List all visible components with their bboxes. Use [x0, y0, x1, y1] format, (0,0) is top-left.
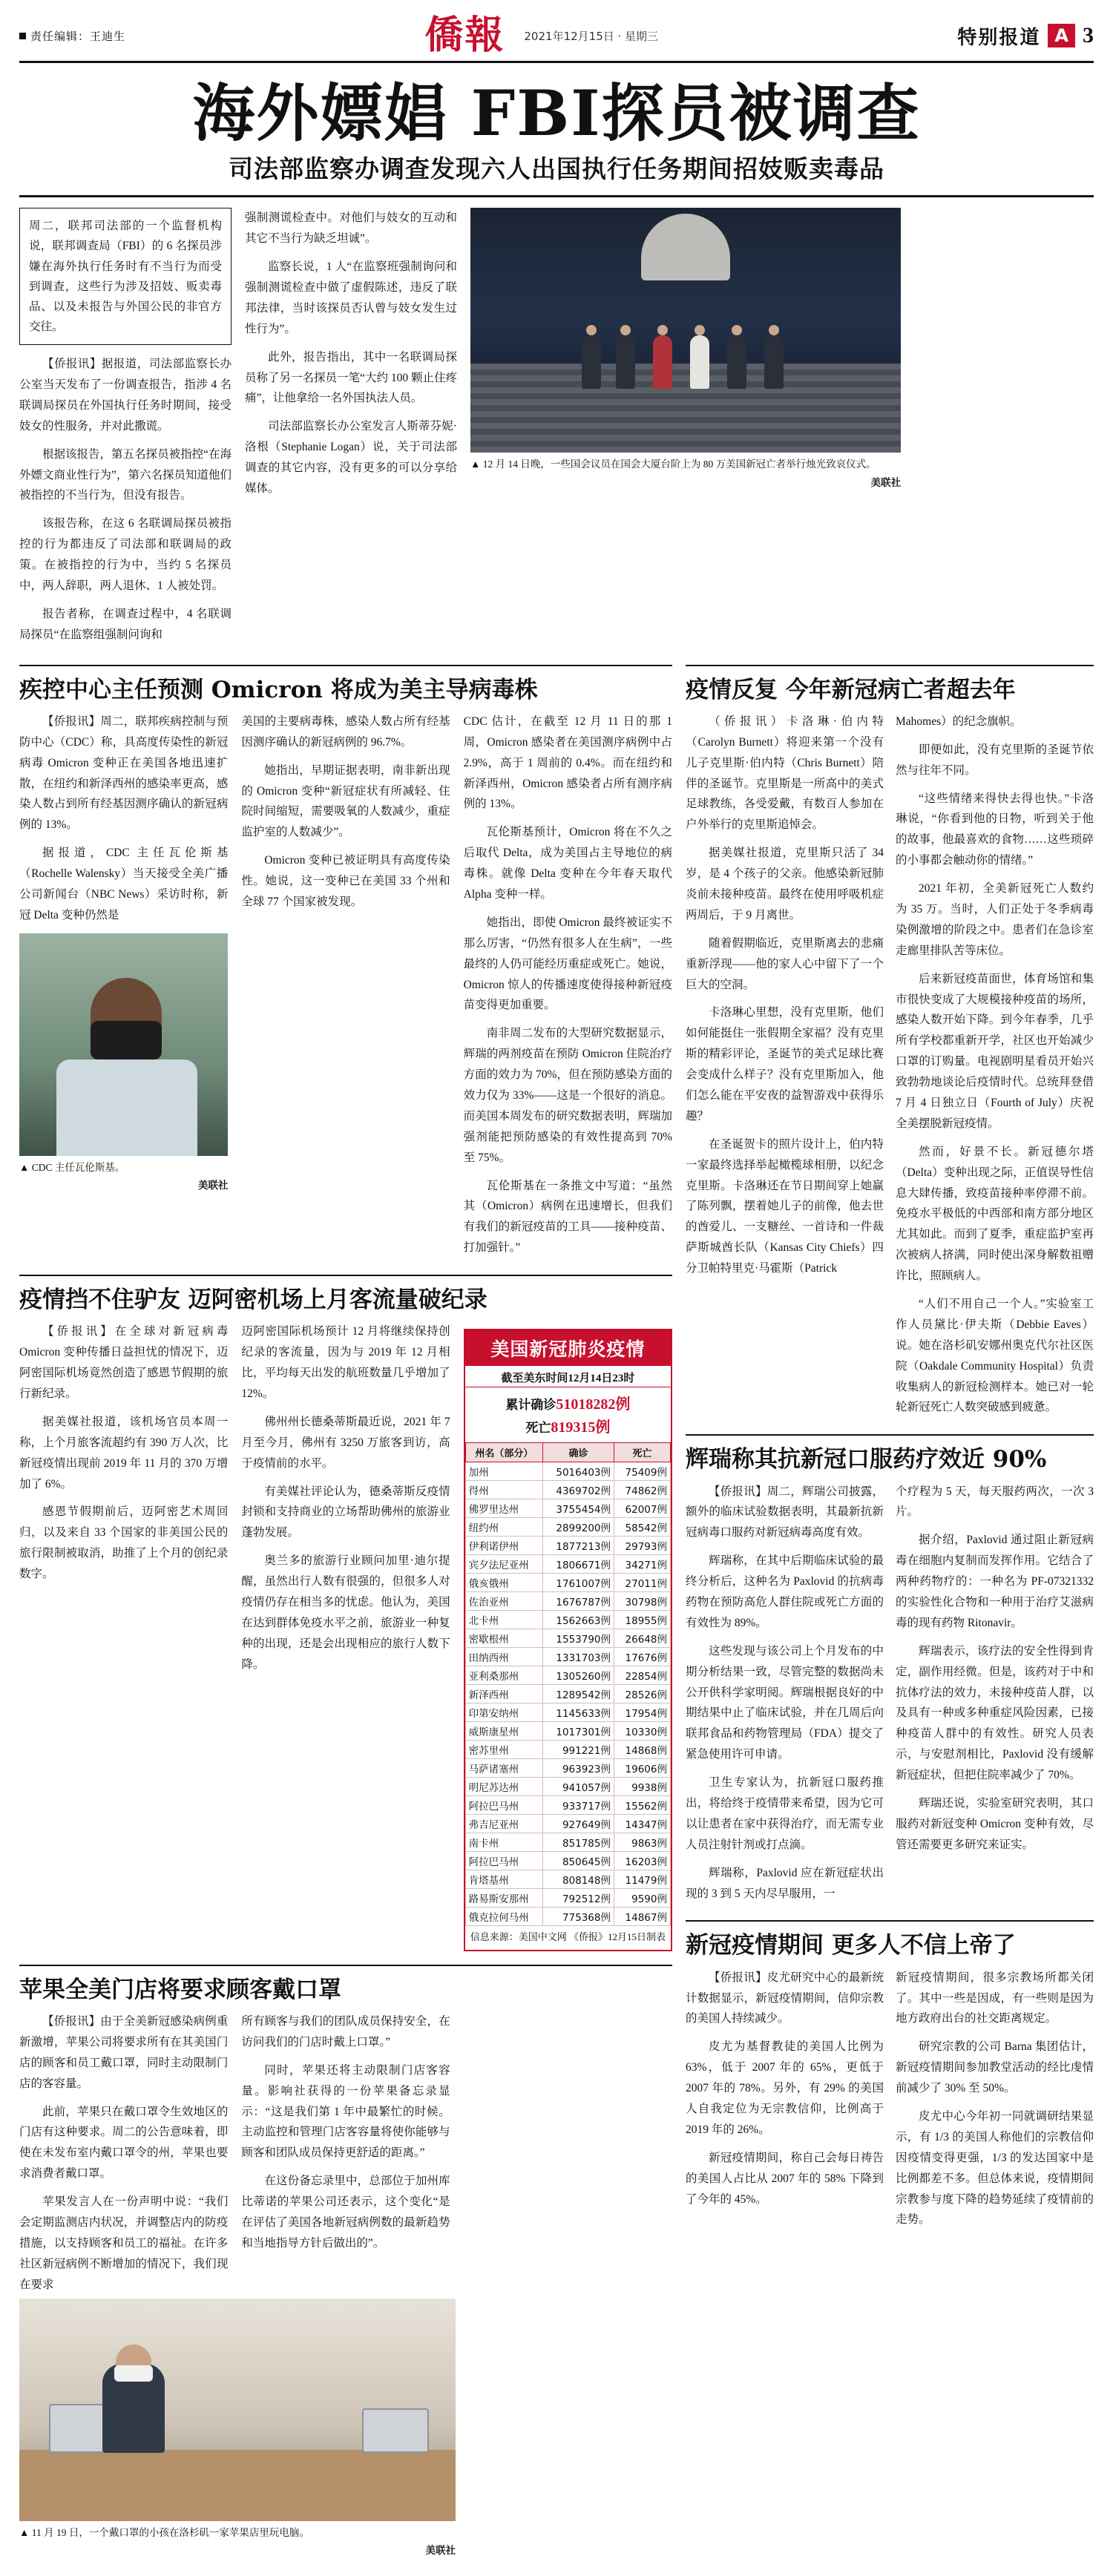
lead-p8: 司法部监察长办公室发言人斯蒂芬妮·洛根（Stephanie Logan）说，关于司法部调查的其它内容，没有更多的可以分享给媒体。	[245, 420, 457, 496]
left-block	[19, 656, 672, 2303]
figure-2	[616, 335, 635, 389]
faith-p6: 皮尤中心今年初一同就调研结果显示，有 1/3 的美国人称他们的宗教信仰因疫情变得更强，1/3 的发达国家中是比例都差不多。但总体来说，疫情期间宗教参与度下降的趋势延续了疫情前的走势。	[896, 2110, 1094, 2227]
cell-deaths: 28526例	[614, 1685, 671, 1703]
table-row	[465, 1666, 670, 1685]
face-mask-shape	[91, 1021, 162, 1059]
cell-confirmed: 1676787例	[543, 1592, 614, 1611]
cell-confirmed: 927649例	[543, 1815, 614, 1833]
col-confirmed: 确诊	[543, 1443, 614, 1462]
cell-state: 伊利诺伊州	[465, 1537, 542, 1555]
lead-p3: 该报告称，在这 6 名联调局探员被指控的行为都违反了司法部和联调局的政策。在被指控的行为中，当约 5 名探员中，两人辞职，两人退休、1 人被处罚。	[19, 517, 232, 593]
cell-deaths: 10330例	[614, 1722, 671, 1741]
cell-deaths: 14868例	[614, 1741, 671, 1759]
headline-apple-mask: 苹果全美门店将要求顾客戴口罩	[19, 1976, 341, 2003]
deaths-col-1	[686, 712, 884, 1426]
miami-p5: 佛州州长德桑蒂斯最近说，2021 年 7 月至今月，佛州有 3250 万旅客到访，高于疫情前的水平。	[241, 1415, 450, 1470]
cell-state: 路易斯安那州	[465, 1889, 542, 1908]
lead-p6: 监察长说，1 人“在监察班强制询问和强制测谎检查中做了虚假陈述，违反了联邦法律，当时该探员否认曾与妓女发生过性行为”。	[245, 260, 457, 335]
pfizer-p7: 据介绍，Paxlovid 通过阻止新冠病毒在细胞内复制而发挥作用。它结合了两种药物疗的：一种名为 PF-07321332 的实验性化合物和一种用于治疗艾滋病毒的现有药物 Ritonavir。	[896, 1534, 1094, 1629]
cdc-photo-caption: ▲ CDC 主任瓦伦斯基。	[19, 1161, 125, 1173]
cell-state: 纽约州	[465, 1518, 542, 1537]
divider	[686, 1920, 1094, 1922]
miami-story-columns	[19, 1321, 672, 1956]
divider	[686, 665, 1094, 666]
headline-omicron-dominant: 疾控中心主任预测 Omicron 将成为美主导病毒株	[19, 676, 538, 703]
figure-1	[582, 335, 601, 389]
deaths-p3: 随着假期临近，克里斯离去的悲痛重新浮现——他的家人心中留下了一个巨大的空洞。	[686, 936, 884, 991]
divider	[686, 1434, 1094, 1436]
table-surface-shape	[19, 2450, 456, 2521]
cell-confirmed: 808148例	[543, 1870, 614, 1889]
cell-state: 佛罗里达州	[465, 1499, 542, 1518]
table-row	[465, 1481, 670, 1499]
table-row	[465, 1592, 670, 1611]
cell-state: 俄亥俄州	[465, 1574, 542, 1592]
table-row	[465, 1555, 670, 1574]
apple-p1: 【侨报讯】由于全美新冠感染病例重新激增，苹果公司将要求所有在其美国门店的顾客和员工戴口罩，同时主动限制门店的客容量。	[19, 2015, 229, 2090]
cell-deaths: 26648例	[614, 1629, 671, 1648]
table-row	[465, 1537, 670, 1555]
omicron-p1: 【侨报讯】周二，联邦疾病控制与预防中心（CDC）称，具高度传染性的新冠病毒 Omicron 变种正在美国各地迅速扩散，在纽约和新泽西州的感染率更高，感染人数占到所有经基因测序确认的新冠病例的 13%。	[19, 714, 229, 832]
cell-deaths: 16203例	[614, 1852, 671, 1870]
table-row	[465, 1611, 670, 1629]
cell-confirmed: 1305260例	[543, 1666, 614, 1685]
laptop-shape-2	[362, 2408, 429, 2453]
pfizer-p9: 辉瑞还说，实验室研究表明，其口服药对新冠变种 Omicron 变种有效，尽管还需要更多研究来证实。	[896, 1797, 1094, 1851]
cell-state: 加州	[465, 1462, 542, 1481]
col-deaths: 死亡	[614, 1443, 671, 1462]
cell-confirmed: 2899200例	[543, 1518, 614, 1537]
miami-p6: 有美媒社评论认为，德桑蒂斯反疫情封锁和支持商业的立场帮助佛州的旅游业蓬勃发展。	[241, 1485, 450, 1540]
figure-5	[727, 335, 746, 389]
faith-p4: 新冠疫情期间，很多宗教场所都关闭了。其中一些是因成，有一些则是因为地方政府出台的社交距离规定。	[896, 1971, 1094, 2025]
cell-confirmed: 1562663例	[543, 1611, 614, 1629]
cell-deaths: 62007例	[614, 1499, 671, 1518]
pfizer-p4: 卫生专家认为，抗新冠口服药推出，将给终于疫情带来希望，因为它可以让患者在家中获得治疗，而无需专业人员注射针剂或打点滴。	[686, 1776, 884, 1851]
cell-confirmed: 1017301例	[543, 1722, 614, 1741]
cell-state: 新泽西州	[465, 1685, 542, 1703]
cell-state: 南卡州	[465, 1833, 542, 1852]
divider	[19, 665, 672, 666]
table-row	[465, 1629, 670, 1648]
col-state: 州名（部分）	[465, 1443, 542, 1462]
omicron-p6: CDC 估计，在截至 12 月 11 日的那 1 周，Omicron 感染者在美国测序病例中占 2.9%，高于 1 周前的 0.4%。而在纽约和新泽西州，Omicron 感染者占所有测序病例的 13%。	[463, 714, 672, 811]
apple-photo-credit: 美联社	[425, 2545, 456, 2557]
deaths-p8: 2021 年初，全美新冠死亡人数约为 35 万。当时，人们正处于冬季病毒染例激增的阶段之中。患者们在急诊室走廊里排队苦等床位。	[896, 882, 1094, 957]
apple-p5: 同时，苹果还将主动限制门店客容量。影响社获得的一份苹果备忘录显示：“这是我们第 1 年中最繁忙的时候。主动监控和管理门店客容量将使你能够与顾客和团队成员保持更舒适的距离。”	[241, 2063, 450, 2160]
confirmed-label: 累计确诊	[505, 1398, 556, 1413]
omicron-col-3	[464, 712, 672, 1266]
faith-p2: 皮尤为基督教徒的美国人比例为 63%，低于 2007 年的 65%，更低于 2007 年的 78%。另外，有 29% 的美国人自我定位为无宗教信仰，比例高于 2019 年的 26%。	[686, 2040, 884, 2136]
table-row	[465, 1703, 670, 1722]
cell-confirmed: 1331703例	[543, 1648, 614, 1666]
cell-state: 宾夕法尼亚州	[465, 1555, 542, 1574]
lead-paragraph-box: 周二，联邦司法部的一个监督机构说，联邦调查局（FBI）的 6 名探员涉嫌在海外执行任务时有不当行为而受到调查，这些行为涉及招妓、贩卖毒品、以及未报告与外国公民的非官方交往。	[19, 208, 232, 345]
main-headline: 海外嫖娼 FBI探员被调查	[192, 76, 921, 150]
apple-story-columns	[19, 2011, 672, 2303]
cell-confirmed: 851785例	[543, 1833, 614, 1852]
miami-p3: 感恩节假期前后，迈阿密艺术周回归，以及来自 33 个国家的非美国公民的旅行限制被取消，助推了上个月的创纪录数字。	[19, 1505, 229, 1581]
table-row	[465, 1518, 670, 1537]
faith-col-2	[896, 1968, 1094, 2238]
table-row	[465, 1574, 670, 1592]
apple-col-2	[241, 2011, 450, 2261]
cell-state: 马萨诸塞州	[465, 1759, 542, 1778]
divider	[19, 1965, 672, 1966]
pfizer-story-columns	[686, 1482, 1094, 1912]
omicron-p2: 据报道，CDC 主任瓦伦斯基（Rochelle Walensky）当天接受全美广播公司新闻台（NBC News）采访时称，新冠 Delta 变种仍然是	[19, 847, 229, 921]
cell-state: 俄克拉何马州	[465, 1908, 542, 1926]
deaths-p4: 卡洛琳心里想，没有克里斯，他们如何能挺住一张假期全家福？没有克里斯的精彩评论，圣诞节的美式足球比赛会变成什么样子？没有克里斯加入，他们怎么能在平安夜的益智游戏中获得乐趣？	[686, 1006, 884, 1123]
covid-table-footer: 信息来源：美国中文网 《侨报》12月15日制表	[470, 1931, 666, 1943]
pfizer-p5: 辉瑞称，Paxlovid 应在新冠症状出现的 3 到 5 天内尽早服用，一	[686, 1866, 884, 1900]
miami-p7: 奥兰多的旅游行业顾问加里·迪尔提醒，虽然出行人数有很强的，但很多人对疫情仍存在相当多的忧虑。他认为，美国在达到群体免疫水平之前，旅游业一种复种的出现，还是会出现相应的旅行人数下降。	[241, 1554, 450, 1671]
cdc-photo-credit: 美联社	[197, 1180, 229, 1192]
lead-col-1	[19, 208, 232, 652]
cell-confirmed: 850645例	[543, 1852, 614, 1870]
cell-deaths: 74862例	[614, 1481, 671, 1499]
cdc-director-photo	[19, 933, 228, 1156]
headline-faith: 新冠疫情期间 更多人不信上帝了	[686, 1932, 1016, 1959]
pfizer-p2: 辉瑞称，在其中后期临床试验的最终分析后，这种名为 Paxlovid 的抗病毒药物在预防高危人群住院或死亡方面的有效性为 89%。	[686, 1554, 884, 1629]
omicron-col-1	[19, 712, 228, 1198]
covid-box-title: 美国新冠肺炎疫情	[465, 1330, 671, 1366]
newspaper-logo: 僑報	[424, 13, 505, 58]
masthead-center	[424, 13, 659, 58]
lead-p7: 此外，报告指出，其中一名联调局探员称了另一名探员一笔“大约 100 颗止住疼痛”，让他拿给一名外国执法人员。	[245, 350, 457, 405]
cell-deaths: 9938例	[614, 1778, 671, 1796]
table-row	[465, 1852, 670, 1870]
omicron-p7: 瓦伦斯基预计，Omicron 将在不久之后取代 Delta，成为美国占主导地位的病毒株。就像 Delta 变种在今年春天取代 Alpha 变种一样。	[463, 826, 672, 901]
cell-deaths: 9863例	[614, 1833, 671, 1852]
capitol-dome-shape	[641, 214, 730, 280]
pfizer-col-2	[896, 1482, 1094, 1912]
cell-state: 佐治亚州	[465, 1592, 542, 1611]
cell-deaths: 19606例	[614, 1759, 671, 1778]
cell-confirmed: 1761007例	[543, 1574, 614, 1592]
headline-pfizer-pill: 辉瑞称其抗新冠口服药疗效近 90%	[686, 1446, 1047, 1473]
cell-state: 亚利桑那州	[465, 1666, 542, 1685]
capitol-steps-shape	[470, 364, 901, 453]
faith-p3: 新冠疫情期间，称自己会每日祷告的美国人占比从 2007 年的 58% 下降到了今年的 45%。	[686, 2151, 884, 2206]
omicron-story-columns	[19, 712, 672, 1266]
deaths-photo-note: 在圣诞贺卡的照片设计上，伯内特一家最终选择举起橄榄球相册，以纪念克里斯。卡洛琳还在节日期间穿上她赢了陈列飘，摆着她儿子的前像，他去世的酋爱儿、一支糖丝、一首诗和一件裁萨斯城酋长队（Kansas City Chiefs）四分卫帕特里克·马霍斯（Patrick	[686, 1137, 884, 1275]
pfizer-p1: 【侨报讯】周二，辉瑞公司披露，额外的临床试验数据表明，其最新抗新冠病毒口服药对新冠病毒高度有效。	[686, 1485, 884, 1540]
pfizer-col-1	[686, 1482, 884, 1912]
cell-confirmed: 991221例	[543, 1741, 614, 1759]
cell-deaths: 9590例	[614, 1889, 671, 1908]
headline-miami-airport: 疫情挡不住驴友 迈阿密机场上月客流量破纪录	[19, 1287, 487, 1314]
figure-6	[764, 335, 784, 389]
pfizer-p3: 这些发现与该公司上个月发布的中期分析结果一致，尽管完整的数据尚未公开供科学家明阅。辉瑞根据良好的中期结果中止了临床试验，并在几周后向联邦食品和药物管理局（FDA）提交了紧急使用许可申请。	[686, 1644, 884, 1761]
table-row	[465, 1778, 670, 1796]
deaths-p11: “人们不用自己一个人。”实验室工作人员黛比·伊夫斯（Debbie Eaves）说。她在洛杉矶安娜州奥克代尔社区医院（Oakdale Community Hospital）负责收集病人的新冠检测样本。她已对一轮轮新冠死亡人数突破感到疲惫。	[896, 1298, 1094, 1414]
divider	[19, 1275, 672, 1276]
cell-confirmed: 1145633例	[543, 1703, 614, 1722]
covid-state-table	[465, 1442, 671, 1926]
omicron-col-2	[241, 712, 450, 920]
cell-confirmed: 775368例	[543, 1908, 614, 1926]
deaths-story-columns	[686, 712, 1094, 1426]
cell-deaths: 75409例	[614, 1462, 671, 1481]
table-row	[465, 1796, 670, 1815]
capitol-photo-caption: ▲ 12 月 14 日晚，一些国会议员在国会大厦台阶上为 80 万美国新冠亡者举行烛光致哀仪式。	[470, 459, 876, 470]
cell-deaths: 29793例	[614, 1537, 671, 1555]
masthead	[19, 13, 1094, 63]
cell-confirmed: 1806671例	[543, 1555, 614, 1574]
pfizer-p6: 个疗程为 5 天，每天服药两次，一次 3 片。	[896, 1485, 1094, 1519]
cell-deaths: 34271例	[614, 1555, 671, 1574]
omicron-p5: Omicron 变种已被证明具有高度传染性。她说，这一变种已在美国 33 个州和全球 77 个国家被发现。	[241, 854, 450, 908]
table-row	[465, 1759, 670, 1778]
cell-deaths: 18955例	[614, 1611, 671, 1629]
apple-p3: 苹果发言人在一份声明中说：“我们会定期监测店内状况，并调整店内的防疫措施，以支持顾客和员工的福祉。在许多社区新冠病例不断增加的情况下，我们现在要求	[19, 2195, 229, 2291]
faith-story-columns	[686, 1968, 1094, 2238]
deaths-p2: 据美媒社报道，克里斯只活了 34 岁，是 4 个孩子的父亲。他感染新冠肺炎前未接种疫苗。最终在使用呼吸机症两周后，于 9 月离世。	[686, 847, 884, 921]
miami-p1: 【侨报讯】在全球对新冠病毒 Omicron 变种传播日益担忧的情况下，迈阿密国际机场竟然创造了感恩节假期的旅行新纪录。	[19, 1325, 229, 1400]
cell-confirmed: 792512例	[543, 1889, 614, 1908]
cell-confirmed: 4369702例	[543, 1481, 614, 1499]
deaths-value: 819315例	[551, 1419, 611, 1436]
miami-col-2	[241, 1321, 450, 1682]
table-row	[465, 1685, 670, 1703]
cell-state: 肯塔基州	[465, 1870, 542, 1889]
table-row	[465, 1499, 670, 1518]
cell-deaths: 14347例	[614, 1815, 671, 1833]
capitol-photo-block	[470, 208, 901, 495]
divider	[19, 195, 1094, 197]
omicron-p9: 南非周二发布的大型研究数据显示，辉瑞的两剂疫苗在预防 Omicron 住院治疗方面的效力为 70%，但在预防感染方面的效力仅为 33%——这是一个很好的消息。而美国本周发布的研究数据表明，辉瑞加强剂能把预防感染的有效性提高到 70% 至 75%。	[463, 1027, 672, 1164]
cell-confirmed: 3755454例	[543, 1499, 614, 1518]
table-row	[465, 1870, 670, 1889]
child-figure-shape	[102, 2364, 165, 2453]
omicron-p10: 瓦伦斯基在一条推文中写道：“虽然其（Omicron）病例在迅速增长，但我们有我们的新冠疫苗的工具——接种疫苗、打加强针。”	[463, 1179, 672, 1255]
square-bullet-icon	[19, 33, 26, 39]
cell-confirmed: 963923例	[543, 1759, 614, 1778]
person-body-shape	[56, 1059, 197, 1156]
table-row	[465, 1741, 670, 1759]
lead-p2: 根据该报告，第五名探员被指控“在海外嫖文商业性行为”，第六名探员知道他们被指控的不当行为，但没有报告。	[19, 447, 232, 502]
deaths-p5: Mahomes）的纪念旗帜。	[896, 714, 1022, 728]
apple-col-1	[19, 2011, 228, 2303]
miami-p2: 据美媒社报道，该机场官员本周一称，上个月旅客流超约有 390 万人次，比新冠疫情出现前 2019 年 11 月的 370 万增加了 6%。	[19, 1415, 229, 1491]
cell-confirmed: 1877213例	[543, 1537, 614, 1555]
faith-col-1	[686, 1968, 884, 2238]
apple-store-photo-block	[19, 2299, 456, 2557]
covid-table-body	[465, 1462, 670, 1926]
cell-deaths: 27011例	[614, 1574, 671, 1592]
capitol-vigil-photo	[470, 208, 901, 453]
cell-state: 弗吉尼亚州	[465, 1815, 542, 1833]
deaths-p1: （侨报讯）卡洛琳·伯内特（Carolyn Burnett）将迎来第一个没有儿子克里斯·伯内特（Chris Burnett）陪伴的圣诞节。克里斯是一所高中的美式足球教练，各受爱戴，有数百人参加在户外举行的克里斯追悼会。	[686, 714, 884, 832]
covid-stats-box	[464, 1329, 672, 1951]
cell-state: 威斯康星州	[465, 1722, 542, 1741]
apple-store-photo	[19, 2299, 456, 2521]
covid-box-totals	[465, 1387, 671, 1442]
main-subheadline: 司法部监察办调查发现六人出国执行任务期间招妓贩卖毒品	[229, 154, 884, 184]
figure-3	[653, 335, 672, 389]
deaths-label: 死亡	[525, 1421, 551, 1436]
covid-table-col	[464, 1321, 672, 1956]
section-marker	[957, 22, 1094, 50]
editor-label: 责任编辑：王迪生	[30, 29, 126, 43]
table-row	[465, 1908, 670, 1926]
section-name: 特别报道	[957, 26, 1041, 48]
cell-deaths: 17954例	[614, 1703, 671, 1722]
editor-credit	[19, 28, 125, 44]
deaths-p9: 后来新冠疫苗面世，体育场馆和集市很快变成了大规模接种疫苗的场所，感染人数开始下降。到今年春季，几乎所有学校都重新开学，社区也开始减少口罩的订购量。电视剧明星看员开始兴致勃勃地谈论后疫情时代。总统拜登借 7 月 4 日独立日（Fourth of July）庆祝全美摆脱新冠疫情。	[896, 972, 1094, 1130]
section-badge: A	[1048, 24, 1075, 47]
miami-p4: 迈阿密国际机场预计 12 月将继续保持创纪录的客流量，因为与 2019 年 12 月相比，平均每天出发的航班数量几乎增加了 12%。	[241, 1325, 450, 1400]
cell-confirmed: 1553790例	[543, 1629, 614, 1648]
cell-deaths: 30798例	[614, 1592, 671, 1611]
cell-state: 阿拉巴马州	[465, 1796, 542, 1815]
middle-section	[19, 656, 1094, 2303]
lead-p4: 报告者称，在调查过程中，4 名联调局探员“在监察组强制问询和	[19, 607, 232, 641]
right-block	[686, 656, 1094, 2238]
cell-state: 阿拉巴马州	[465, 1852, 542, 1870]
table-header-row	[465, 1443, 670, 1462]
omicron-p8: 她指出，即使 Omicron 最终被证实不那么厉害，“仍然有很多人在生病”，一些最终的人仍可能经历重症或死亡。她说，Omicron 惊人的传播速度使得接种新冠疫苗变得更加重要。	[463, 916, 672, 1012]
cell-deaths: 15562例	[614, 1796, 671, 1815]
cell-state: 印第安纳州	[465, 1703, 542, 1722]
cell-state: 密歇根州	[465, 1629, 542, 1648]
table-row	[465, 1833, 670, 1852]
cell-confirmed: 933717例	[543, 1796, 614, 1815]
issue-date: 2021年12月15日 · 星期三	[524, 29, 659, 43]
apple-p4: 所有顾客与我们的团队成员保持安全，在访问我们的门店时戴上口罩。”	[241, 2015, 450, 2048]
top-section	[19, 208, 1094, 652]
cell-deaths: 14867例	[614, 1908, 671, 1926]
cell-confirmed: 5016403例	[543, 1462, 614, 1481]
pfizer-p8: 辉瑞表示，该疗法的安全性得到肯定，副作用经微。但是，该药对于中和抗体疗法的效力，未接种疫苗人群，以及具有一种或多种重症风险因素，已接种疫苗人群中的有效性。研究人员表示，与安慰剂相比，Paxlovid 没有缓解新冠症状，但把住院率减少了 70%。	[896, 1644, 1094, 1782]
cell-state: 田纳西州	[465, 1648, 542, 1666]
cell-state: 得州	[465, 1481, 542, 1499]
table-row	[465, 1889, 670, 1908]
faith-p5: 研究宗教的公司 Barna 集团估计，新冠疫情期间参加教堂活动的经比虔情前减少了 30% 至 50%。	[896, 2040, 1094, 2095]
table-row	[465, 1722, 670, 1741]
deaths-p7: “这些情绪来得快去得也快。”卡洛琳说，“你看到他的日物，听到关于他的故事，他最喜欢的食物……这些琐碎的小事都会触动你的情绪。”	[896, 792, 1094, 867]
headline-deaths-exceed: 疫情反复 今年新冠病亡者超去年	[686, 676, 1016, 703]
lead-col-2	[245, 208, 457, 507]
deaths-p6: 即便如此，没有克里斯的圣诞节依然与往年不同。	[896, 743, 1094, 777]
cell-state: 北卡州	[465, 1611, 542, 1629]
capitol-photo-credit: 美联社	[870, 476, 901, 488]
cell-deaths: 22854例	[614, 1666, 671, 1685]
cell-confirmed: 1289542例	[543, 1685, 614, 1703]
cell-deaths: 17676例	[614, 1648, 671, 1666]
deaths-p10: 然而，好景不长。新冠德尔塔（Delta）变种出现之际，正值误导性信息大肆传播，致疫苗接种率停滞不前。免疫水平极低的中西部和南方部分地区尤其如此。而到了夏季，重症监护室再次被病人挤满，同时使出深身解数祖赠许比，照顾病人。	[896, 1145, 1094, 1283]
table-row	[465, 1815, 670, 1833]
omicron-p3: 美国的主要病毒株，感染人数占所有经基因测序确认的新冠病例的 96.7%。	[241, 714, 450, 749]
deaths-col-2	[896, 712, 1094, 1426]
lead-p5: 强制测谎检查中。对他们与妓女的互动和其它不当行为缺乏坦诚”。	[245, 211, 457, 246]
table-row	[465, 1462, 670, 1481]
covid-box-subtitle: 截至美东时间12月14日23时	[465, 1366, 671, 1387]
table-row	[465, 1648, 670, 1666]
omicron-p4: 她指出，早期证据表明，南非新出现的 Omicron 变种“新冠症状有所减轻、住院时间缩短，需要吸氧的人数减少，重症监护室的人数减少”。	[241, 763, 450, 839]
miami-col-1	[19, 1321, 228, 1592]
cell-confirmed: 941057例	[543, 1778, 614, 1796]
figure-4	[690, 335, 709, 389]
apple-p6: 在这份备忘录里中，总部位于加州库比蒂诺的苹果公司还表示，这个变化“是在评估了美国各地新冠病例数的最新趋势和当地指导方针后做出的”。	[241, 2175, 450, 2250]
confirmed-value: 51018282例	[556, 1396, 631, 1413]
cell-state: 明尼苏达州	[465, 1778, 542, 1796]
page-number: 3	[1083, 23, 1094, 47]
lead-p1: 【侨报讯】据报道，司法部监察长办公室当天发布了一份调查报告，指涉 4 名联调局探员在外国执行任务时期间，接受妓女的性服务，并对此撒谎。	[19, 358, 232, 433]
faith-p1: 【侨报讯】皮尤研究中心的最新统计数据显示，新冠疫情期间，信仰宗教的美国人持续减少。	[686, 1971, 884, 2025]
apple-p2: 此前，苹果只在戴口罩令生效地区的门店有这种要求。周二的公告意味着，即使在未发布室内戴口罩令的州，苹果也要求消费者戴口罩。	[19, 2105, 229, 2181]
cell-deaths: 11479例	[614, 1870, 671, 1889]
cell-deaths: 58542例	[614, 1518, 671, 1537]
apple-photo-caption: ▲ 11 月 19 日，一个戴口罩的小孩在洛杉矶一家苹果店里玩电脑。	[19, 2526, 309, 2538]
cell-state: 密苏里州	[465, 1741, 542, 1759]
